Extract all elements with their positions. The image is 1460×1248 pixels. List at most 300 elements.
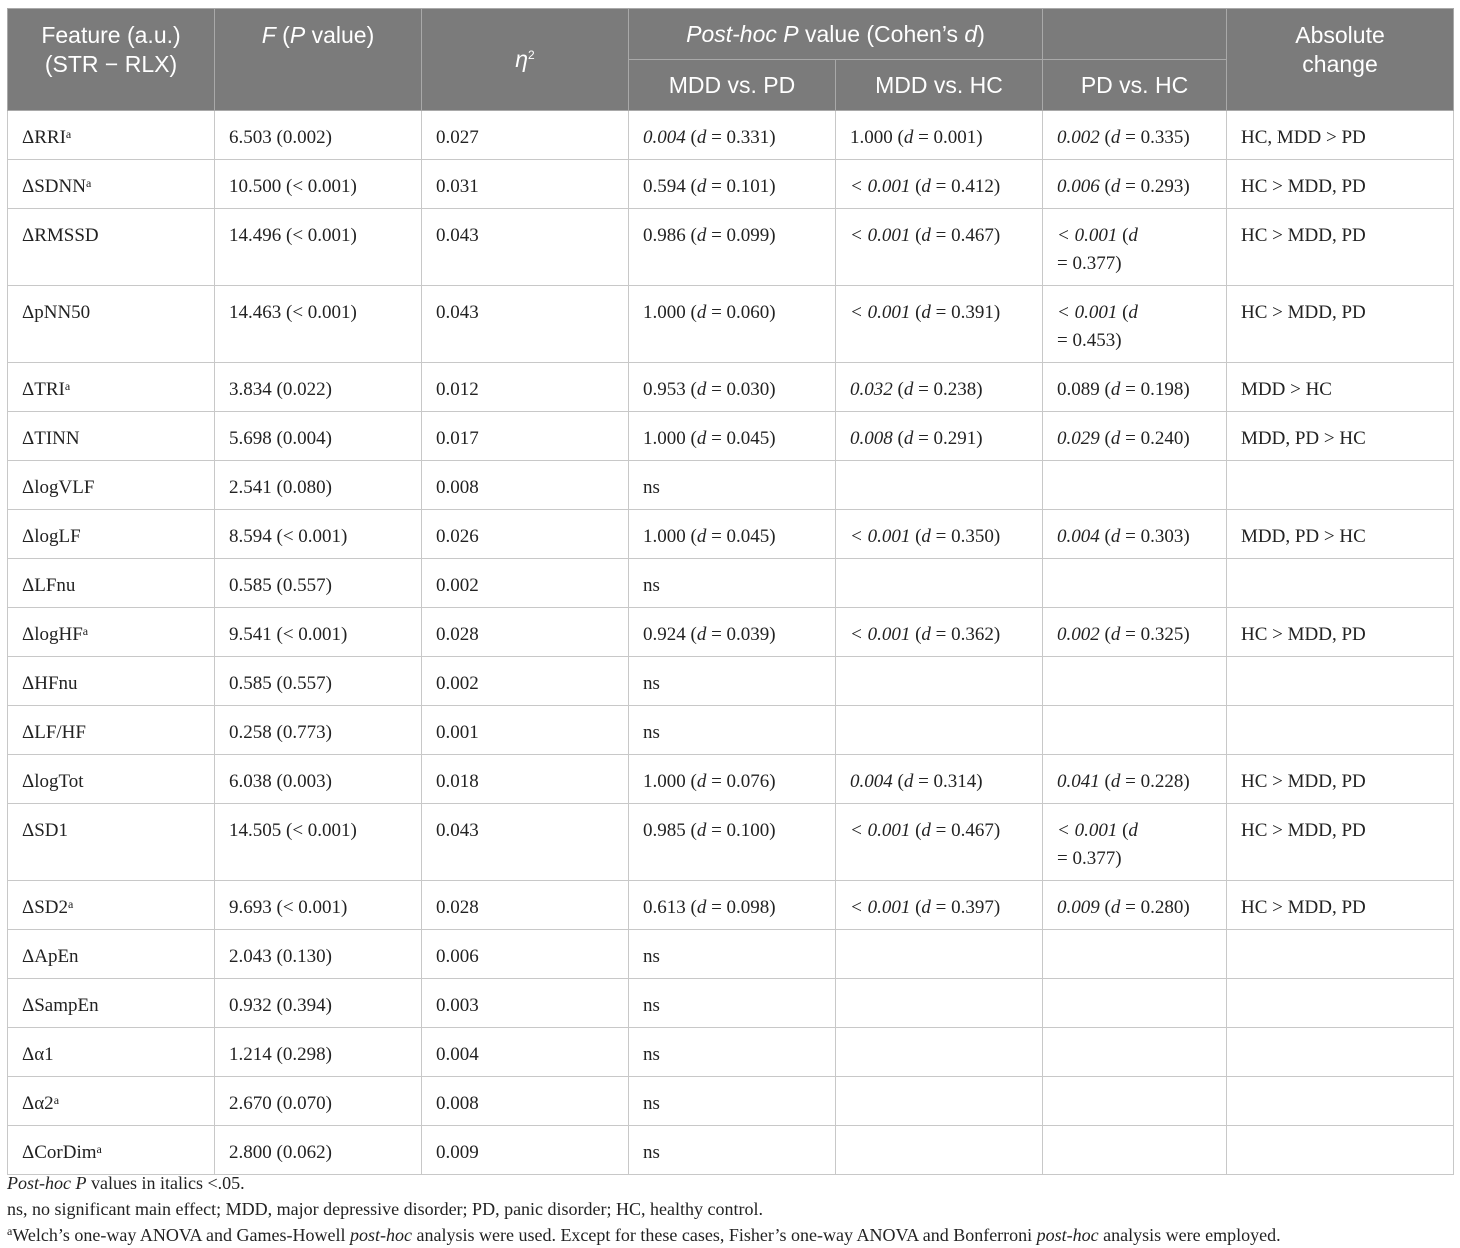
eta-cell: 0.017 [422,412,629,461]
absolute-change-cell [1227,706,1454,755]
mdd-vs-hc-cell: 0.008 (d = 0.291) [836,412,1043,461]
eta-cell: 0.043 [422,286,629,363]
table-row [8,930,1454,979]
pd-vs-hc-cell: 0.006 (d = 0.293) [1043,160,1227,209]
p-value: 0.002 [1057,624,1100,645]
feature-cell [8,160,215,209]
eta-cell: 0.028 [422,608,629,657]
absolute-change-cell: HC > MDD, PD [1227,209,1454,286]
header-f-open: ( [275,22,290,48]
table-row [8,608,1454,657]
d-value: 0.030 [726,379,770,400]
d-label: d [921,624,931,645]
pd-vs-hc-cell: 0.029 (d = 0.240) [1043,412,1227,461]
d-label: d [696,127,707,148]
p-value: 0.029 [1057,428,1100,449]
eta-cell: 0.002 [422,657,629,706]
pd-vs-hc-cell [1043,706,1227,755]
absolute-change-cell [1227,559,1454,608]
d-label: d [1110,897,1121,918]
mdd-vs-pd-cell: 1.000 (d = 0.045) [629,510,836,559]
mdd-vs-pd-cell: ns [629,1126,836,1175]
mdd-vs-pd-cell: ns [629,559,836,608]
d-label: d [696,302,707,323]
table-row [8,804,1454,881]
eta-cell: 0.006 [422,930,629,979]
feature-name: ΔSDNN [22,176,86,197]
d-label: d [1110,624,1121,645]
header-posthoc-close: ) [977,20,985,47]
pd-vs-hc-cell [1043,559,1227,608]
pd-vs-hc-cell: < 0.001 (d = 0.377) [1043,804,1227,881]
mdd-vs-hc-cell [836,1077,1043,1126]
d-value: 0.240 [1140,428,1184,449]
pd-vs-hc-cell [1043,1077,1227,1126]
eta-cell: 0.043 [422,804,629,881]
eta-cell: 0.002 [422,559,629,608]
p-value: 0.924 [643,624,686,645]
f-cell: 6.038 (0.003) [215,755,422,804]
d-value: 0.076 [726,771,770,792]
pd-vs-hc-cell: 0.004 (d = 0.303) [1043,510,1227,559]
table-row [8,209,1454,286]
feature-cell [8,286,215,363]
table-row [8,881,1454,930]
f-cell: 2.043 (0.130) [215,930,422,979]
footnote-marker: a [65,127,72,141]
note-welch-c: analysis were employed. [1098,1225,1281,1245]
d-label: d [921,176,931,197]
d-label: d [921,302,931,323]
d-label: d [696,820,707,841]
p-value: < 0.001 [850,897,911,918]
pd-vs-hc-cell [1043,657,1227,706]
d-label: d [903,428,914,449]
header-posthoc-italic: Post-hoc P [686,20,799,47]
absolute-change-cell [1227,930,1454,979]
mdd-vs-pd-cell: 0.986 (d = 0.099) [629,209,836,286]
d-label: d [903,127,914,148]
pd-vs-hc-cell: < 0.001 (d = 0.377) [1043,209,1227,286]
mdd-vs-pd-cell: ns [629,1028,836,1077]
p-value: < 0.001 [850,302,911,323]
f-cell: 1.214 (0.298) [215,1028,422,1077]
p-value: < 0.001 [850,225,911,246]
feature-cell [8,1077,215,1126]
absolute-change-cell [1227,1028,1454,1077]
feature-cell [8,657,215,706]
eta-cell: 0.009 [422,1126,629,1175]
pd-vs-hc-cell: 0.002 (d = 0.335) [1043,111,1227,160]
d-label: d [1128,302,1138,323]
footnote-marker: a [64,379,71,393]
f-cell: 0.585 (0.557) [215,559,422,608]
feature-name: ΔCorDim [22,1142,97,1163]
p-value: 0.041 [1057,771,1100,792]
feature-name: ΔTRI [22,379,65,400]
d-label: d [1128,820,1138,841]
feature-name: ΔTINN [22,428,80,449]
table-row [8,510,1454,559]
absolute-change-cell [1227,1077,1454,1126]
d-label: d [696,176,707,197]
eta-cell: 0.031 [422,160,629,209]
results-table [7,8,1454,1175]
feature-name: ΔHFnu [22,673,78,694]
feature-cell [8,608,215,657]
feature-cell [8,930,215,979]
d-label: d [696,379,707,400]
mdd-vs-hc-cell [836,559,1043,608]
d-value: 0.377 [1072,253,1116,274]
p-value: 1.000 [643,526,686,547]
p-value: 0.985 [643,820,686,841]
d-label: d [921,526,931,547]
p-value: 1.000 [643,428,686,449]
eta-cell: 0.018 [422,755,629,804]
table-row [8,755,1454,804]
eta-cell: 0.028 [422,881,629,930]
absolute-change-cell: MDD > HC [1227,363,1454,412]
f-cell: 9.541 (< 0.001) [215,608,422,657]
d-label: d [696,225,707,246]
mdd-vs-pd-cell: ns [629,979,836,1028]
eta-cell: 0.043 [422,209,629,286]
mdd-vs-pd-cell: 0.613 (d = 0.098) [629,881,836,930]
d-value: 0.335 [1140,127,1184,148]
table-row [8,559,1454,608]
mdd-vs-hc-cell [836,1028,1043,1077]
p-value: 0.613 [643,897,686,918]
d-value: 0.001 [933,127,977,148]
p-value: 0.006 [1057,176,1100,197]
mdd-vs-pd-cell: 1.000 (d = 0.076) [629,755,836,804]
table-row [8,111,1454,160]
absolute-change-cell: HC > MDD, PD [1227,755,1454,804]
d-value: 0.228 [1140,771,1184,792]
pd-vs-hc-cell: 0.041 (d = 0.228) [1043,755,1227,804]
table-row [8,657,1454,706]
mdd-vs-pd-cell: 0.985 (d = 0.100) [629,804,836,881]
absolute-change-cell: MDD, PD > HC [1227,412,1454,461]
p-value: 0.953 [643,379,686,400]
absolute-change-cell: HC > MDD, PD [1227,881,1454,930]
pd-vs-hc-cell: 0.009 (d = 0.280) [1043,881,1227,930]
header-abs-line2: change [1302,51,1378,77]
feature-name: ΔlogHF [22,624,83,645]
table-row [8,160,1454,209]
p-value: < 0.001 [850,820,911,841]
footnote-marker: a [53,1093,60,1107]
feature-name: ΔSD2 [22,897,69,918]
d-value: 0.397 [951,897,994,918]
f-cell: 5.698 (0.004) [215,412,422,461]
d-value: 0.100 [726,820,770,841]
p-value: < 0.001 [850,624,911,645]
pd-vs-hc-cell [1043,979,1227,1028]
note-welch-a: Welch’s one-way ANOVA and Games-Howell [12,1225,350,1245]
feature-cell [8,559,215,608]
eta-cell: 0.001 [422,706,629,755]
mdd-vs-pd-cell: 1.000 (d = 0.060) [629,286,836,363]
d-label: d [903,771,914,792]
mdd-vs-hc-cell [836,657,1043,706]
d-value: 0.291 [933,428,977,449]
eta-cell: 0.008 [422,461,629,510]
feature-name: ΔSD1 [22,820,69,841]
table-row [8,1028,1454,1077]
note-welch-it2: post-hoc [1036,1225,1099,1245]
header-posthoc-mid: value (Cohen’s [798,20,965,47]
footnote-marker: a [96,1142,102,1156]
header-eta-sup: 2 [528,48,535,62]
mdd-vs-hc-cell [836,461,1043,510]
mdd-vs-pd-cell: ns [629,930,836,979]
mdd-vs-hc-cell: 0.004 (d = 0.314) [836,755,1043,804]
mdd-vs-pd-cell: ns [629,706,836,755]
d-value: 0.362 [951,624,994,645]
d-label: d [696,771,707,792]
mdd-vs-hc-cell [836,1126,1043,1175]
f-cell: 0.585 (0.557) [215,657,422,706]
header-blank [1043,9,1227,60]
p-value: 0.009 [1057,897,1100,918]
header-pd-vs-hc: PD vs. HC [1043,60,1227,111]
table-header [8,9,1454,111]
feature-name: ΔSampEn [22,995,99,1016]
feature-cell [8,461,215,510]
eta-cell: 0.027 [422,111,629,160]
feature-cell [8,1028,215,1077]
p-value: < 0.001 [850,526,911,547]
absolute-change-cell: HC > MDD, PD [1227,286,1454,363]
table-row [8,412,1454,461]
absolute-change-cell: MDD, PD > HC [1227,510,1454,559]
d-label: d [903,379,914,400]
d-value: 0.045 [726,428,770,449]
table-body [8,111,1454,1175]
footnote-marker: a [85,176,92,190]
d-value: 0.303 [1140,526,1184,547]
d-value: 0.412 [951,176,994,197]
d-value: 0.045 [726,526,770,547]
feature-cell [8,755,215,804]
f-cell: 8.594 (< 0.001) [215,510,422,559]
d-label: d [1110,526,1121,547]
feature-name: ΔRMSSD [22,225,99,246]
d-value: 0.314 [933,771,977,792]
f-cell: 0.258 (0.773) [215,706,422,755]
feature-cell [8,412,215,461]
d-value: 0.098 [726,897,770,918]
p-value: 1.000 [850,127,893,148]
mdd-vs-hc-cell: < 0.001 (d = 0.412) [836,160,1043,209]
absolute-change-cell: HC, MDD > PD [1227,111,1454,160]
eta-cell: 0.012 [422,363,629,412]
header-posthoc-d: d [964,20,978,47]
header-abs-line1: Absolute [1295,22,1385,48]
d-label: d [696,897,707,918]
table-row [8,363,1454,412]
feature-cell [8,1126,215,1175]
note-italics-lead: Post-hoc P [7,1173,87,1193]
d-value: 0.453 [1072,330,1116,351]
f-cell: 0.932 (0.394) [215,979,422,1028]
d-value: 0.467 [951,225,994,246]
header-eta: η [515,46,529,72]
f-cell: 2.800 (0.062) [215,1126,422,1175]
mdd-vs-hc-cell: 1.000 (d = 0.001) [836,111,1043,160]
absolute-change-cell: HC > MDD, PD [1227,160,1454,209]
results-table-container [7,8,1453,1175]
feature-name: Δα1 [22,1044,54,1065]
mdd-vs-pd-cell: 0.004 (d = 0.331) [629,111,836,160]
p-value: 0.986 [643,225,686,246]
table-row [8,1126,1454,1175]
d-value: 0.101 [726,176,770,197]
d-value: 0.039 [726,624,770,645]
mdd-vs-pd-cell: 0.953 (d = 0.030) [629,363,836,412]
mdd-vs-hc-cell: 0.032 (d = 0.238) [836,363,1043,412]
feature-cell [8,363,215,412]
feature-cell [8,510,215,559]
p-value: 0.594 [643,176,686,197]
feature-name: Δα2 [22,1093,54,1114]
d-value: 0.325 [1140,624,1184,645]
header-f-letter: F [261,22,276,48]
mdd-vs-pd-cell: ns [629,461,836,510]
mdd-vs-hc-cell: < 0.001 (d = 0.362) [836,608,1043,657]
f-cell: 14.463 (< 0.001) [215,286,422,363]
d-label: d [696,428,707,449]
footnote-marker: a [82,624,89,638]
header-posthoc [629,9,1043,60]
note-welch-b: analysis were used. Except for these cases, Fisher’s one-way ANOVA and Bonferroni [411,1225,1037,1245]
mdd-vs-pd-cell: ns [629,657,836,706]
note-welch-sup: a [7,1224,13,1238]
absolute-change-cell: HC > MDD, PD [1227,804,1454,881]
header-feature-line1: Feature (a.u.) [41,22,181,48]
d-label: d [1110,428,1121,449]
f-cell: 2.670 (0.070) [215,1077,422,1126]
d-value: 0.198 [1140,379,1184,400]
d-label: d [921,820,931,841]
d-label: d [696,526,707,547]
mdd-vs-hc-cell: < 0.001 (d = 0.467) [836,804,1043,881]
absolute-change-cell [1227,979,1454,1028]
pd-vs-hc-cell [1043,930,1227,979]
header-f-p: P [289,22,306,48]
f-cell: 2.541 (0.080) [215,461,422,510]
note-abbreviations: ns, no significant main effect; MDD, major depressive disorder; PD, panic disorder; HC, healthy control. [7,1199,763,1219]
note-italics-rest: values in italics <.05. [86,1173,245,1193]
feature-cell [8,706,215,755]
absolute-change-cell: HC > MDD, PD [1227,608,1454,657]
table-row [8,706,1454,755]
feature-cell [8,209,215,286]
eta-cell: 0.026 [422,510,629,559]
d-label: d [696,624,707,645]
feature-name: ΔApEn [22,946,79,967]
p-value: 1.000 [643,302,686,323]
header-feature-line2: (STR − RLX) [44,51,178,77]
d-value: 0.350 [951,526,994,547]
p-value: < 0.001 [1057,225,1118,246]
d-value: 0.331 [726,127,770,148]
table-row [8,286,1454,363]
p-value: 0.004 [643,127,686,148]
p-value: 0.004 [1057,526,1100,547]
mdd-vs-hc-cell [836,979,1043,1028]
d-label: d [1128,225,1138,246]
d-value: 0.467 [951,820,994,841]
absolute-change-cell [1227,1126,1454,1175]
feature-name: ΔLFnu [22,575,76,596]
f-cell: 3.834 (0.022) [215,363,422,412]
header-feature [8,9,215,111]
pd-vs-hc-cell [1043,461,1227,510]
table-row [8,461,1454,510]
p-value: 0.004 [850,771,893,792]
header-f-rest: value) [305,22,375,48]
p-value: < 0.001 [850,176,911,197]
f-cell: 9.693 (< 0.001) [215,881,422,930]
feature-cell [8,979,215,1028]
f-cell: 10.500 (< 0.001) [215,160,422,209]
p-value: < 0.001 [1057,302,1118,323]
mdd-vs-pd-cell: ns [629,1077,836,1126]
eta-cell: 0.004 [422,1028,629,1077]
mdd-vs-hc-cell: < 0.001 (d = 0.350) [836,510,1043,559]
eta-cell: 0.003 [422,979,629,1028]
mdd-vs-hc-cell [836,930,1043,979]
feature-name: ΔpNN50 [22,302,91,323]
mdd-vs-hc-cell: < 0.001 (d = 0.397) [836,881,1043,930]
p-value: < 0.001 [1057,820,1118,841]
table-row [8,979,1454,1028]
p-value: 0.002 [1057,127,1100,148]
d-value: 0.099 [726,225,770,246]
footnote-marker: a [68,897,74,911]
pd-vs-hc-cell: 0.089 (d = 0.198) [1043,363,1227,412]
d-label: d [1110,771,1121,792]
mdd-vs-hc-cell: < 0.001 (d = 0.391) [836,286,1043,363]
feature-name: ΔlogTot [22,771,84,792]
feature-name: ΔLF/HF [22,722,86,743]
note-welch-it1: post-hoc [349,1225,412,1245]
feature-name: ΔlogLF [22,526,81,547]
d-value: 0.377 [1072,848,1116,869]
absolute-change-cell [1227,461,1454,510]
table-row [8,1077,1454,1126]
p-value: 0.032 [850,379,893,400]
d-label: d [1110,176,1121,197]
mdd-vs-hc-cell [836,706,1043,755]
header-absolute-change [1227,9,1454,111]
mdd-vs-pd-cell: 0.924 (d = 0.039) [629,608,836,657]
d-value: 0.060 [726,302,770,323]
header-f-value [215,9,422,111]
feature-cell [8,881,215,930]
p-value: 0.008 [850,428,893,449]
f-cell: 6.503 (0.002) [215,111,422,160]
feature-name: ΔRRI [22,127,66,148]
eta-cell: 0.008 [422,1077,629,1126]
mdd-vs-pd-cell: 0.594 (d = 0.101) [629,160,836,209]
header-eta-squared [422,9,629,111]
feature-cell [8,804,215,881]
feature-name: ΔlogVLF [22,477,95,498]
